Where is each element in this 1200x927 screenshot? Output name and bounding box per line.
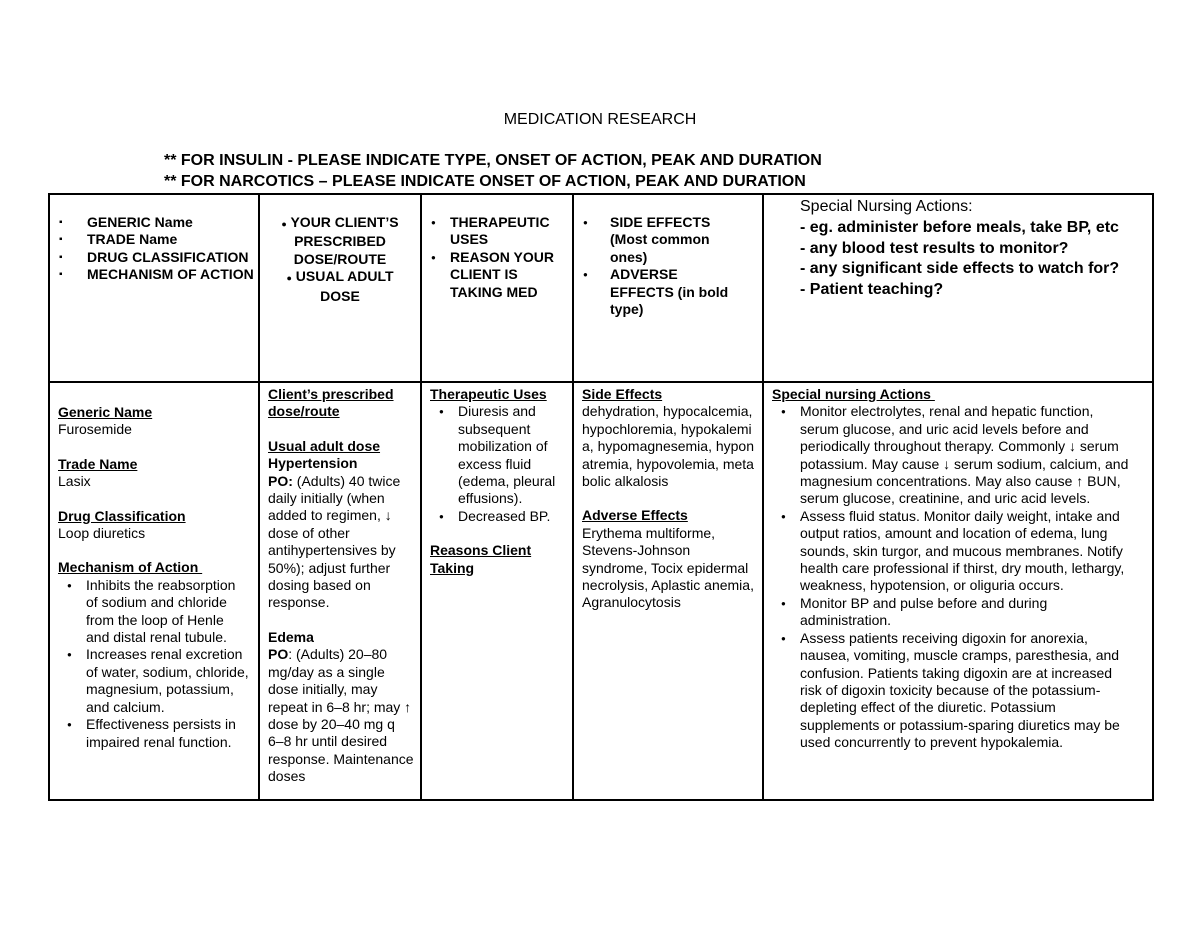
header-cell-uses (421, 194, 573, 382)
list-item: ● Inhibits the reabsorption of sodium and chloride from the loop of Henle and distal renal tubule. (58, 577, 250, 647)
insulin-note: ** FOR INSULIN - PLEASE INDICATE TYPE, ONSET OF ACTION, PEAK AND DURATION (164, 152, 822, 169)
reasons-label: Reasons Client Taking (430, 542, 532, 576)
header-uses-list (422, 214, 572, 301)
drug-class-value: Loop diuretics (58, 525, 146, 542)
mechanism-label: Mechanism of Action (58, 559, 203, 576)
header-cell-dose (259, 194, 421, 382)
header-drug-info-list (50, 214, 258, 284)
hypertension-dose: PO: (Adults) 40 twice daily initially (when added to regimen, ↓ dose of other antihypertensives by 50%); adjust further dosing based on response. (268, 472, 401, 611)
header-row (49, 194, 1153, 382)
prescribed-dose-label: Client’s prescribed dose/route (268, 386, 394, 420)
list-item: ● REASON YOUR CLIENT IS TAKING MED (422, 249, 572, 301)
list-item: ● Increases renal excretion of water, sodium, chloride, magnesium, potassium, and calcium. (58, 646, 250, 716)
therapeutic-uses-label: Therapeutic Uses (430, 386, 547, 402)
header-effects-list (574, 214, 762, 318)
edema-label: Edema (268, 628, 314, 645)
uses-list (430, 403, 564, 525)
adverse-effects-text: Erythema multiforme, Stevens-Johnson syndrome, Tocix epidermal necrolysis, Aplastic anemia, Agranulocytosis (582, 524, 754, 611)
header-dose-item-1: ● YOUR CLIENT’S PRESCRIBED DOSE/ROUTE (281, 214, 399, 267)
edema-dose: PO: (Adults) 20–80 mg/day as a single dose initially, may repeat in 6–8 hr; may ↑ dose by 20–40 mg q 6–8 hr until desired response. Maintenance doses (268, 646, 414, 785)
nursing-actions-list (772, 403, 1136, 751)
header-cell-nursing (763, 194, 1153, 382)
header-nursing-line: - any significant side effects to watch for? (800, 260, 1120, 278)
medication-table (48, 193, 1154, 801)
generic-name-label: Generic Name (58, 404, 153, 420)
header-nursing-line: - eg. administer before meals, take BP, etc (800, 218, 1119, 236)
drug-row (49, 382, 1153, 800)
effects-cell (573, 382, 763, 800)
header-dose-item-2: ● USUAL ADULT DOSE (286, 268, 394, 304)
header-cell-drug-info (49, 194, 259, 382)
list-item: ▪ TRADE Name (50, 231, 258, 248)
usual-dose-label: Usual adult dose (268, 437, 381, 454)
list-item: ▪ MECHANISM OF ACTION (50, 266, 258, 283)
header-nursing-title: Special Nursing Actions: (800, 198, 973, 215)
header-cell-effects (573, 194, 763, 382)
dose-cell (259, 382, 421, 800)
nursing-cell (763, 382, 1153, 800)
side-effects-label: Side Effects (582, 386, 663, 402)
generic-name-value: Furosemide (58, 421, 132, 438)
hypertension-label: Hypertension (268, 455, 358, 472)
mechanism-list (58, 577, 250, 751)
header-nursing-line: - Patient teaching? (800, 281, 944, 299)
nursing-actions-label: Special nursing Actions (772, 386, 935, 402)
trade-name-label: Trade Name (58, 455, 138, 472)
header-nursing-line: - any blood test results to monitor? (800, 239, 1069, 257)
list-item: ● Diuresis and subsequent mobilization of excess fluid (edema, pleural effusions). (430, 403, 564, 507)
list-item: ● ADVERSE EFFECTS (in bold type) (574, 266, 762, 318)
list-item: ● SIDE EFFECTS (Most common ones) (574, 214, 762, 266)
list-item: ● Assess patients receiving digoxin for anorexia, nausea, vomiting, muscle cramps, paresthesia, and confusion. Patients taking digoxin are at increased risk of digoxin toxicity because of the potassium-depleting effect of the diuretic. Potassium supplements or potassium-sparing diuretics may be used concurrently to prevent hypokalemia. (772, 630, 1136, 752)
uses-cell (421, 382, 573, 800)
adverse-effects-label: Adverse Effects (582, 507, 688, 524)
drug-class-label: Drug Classification (58, 507, 186, 524)
list-item: ● Monitor BP and pulse before and during administration. (772, 595, 1136, 630)
trade-name-value: Lasix (58, 473, 91, 490)
list-item: ● Effectiveness persists in impaired renal function. (58, 716, 250, 751)
side-effects-text: dehydration, hypocalcemia, hypochloremia, hypokalemia, hypomagnesemia, hyponatremia, hypovolemia, metabolic alkalosis (582, 403, 754, 490)
list-item: ● Decreased BP. (430, 508, 564, 525)
list-item: ● THERAPEUTIC USES (422, 214, 572, 249)
list-item: ● Monitor electrolytes, renal and hepatic function, serum glucose, and uric acid levels before and periodically throughout therapy. Commonly ↓ serum potassium. May cause ↓ serum sodium, calcium, and magnesium concentrations. May also cause ↑ BUN, serum glucose, creatinine, and uric acid levels. (772, 403, 1136, 507)
list-item: ▪ GENERIC Name (50, 214, 258, 231)
drug-info-cell (49, 382, 259, 800)
list-item: ▪ DRUG CLASSIFICATION (50, 249, 258, 266)
narcotics-note: ** FOR NARCOTICS – PLEASE INDICATE ONSET OF ACTION, PEAK AND DURATION (164, 173, 806, 190)
page-title: MEDICATION RESEARCH (503, 111, 697, 128)
list-item: ● Assess fluid status. Monitor daily weight, intake and output ratios, amount and location of edema, lung sounds, skin turgor, and mucous membranes. Notify health care professional if thirst, dry mouth, lethargy, weakness, hypotension, or oliguria occurs. (772, 508, 1136, 595)
